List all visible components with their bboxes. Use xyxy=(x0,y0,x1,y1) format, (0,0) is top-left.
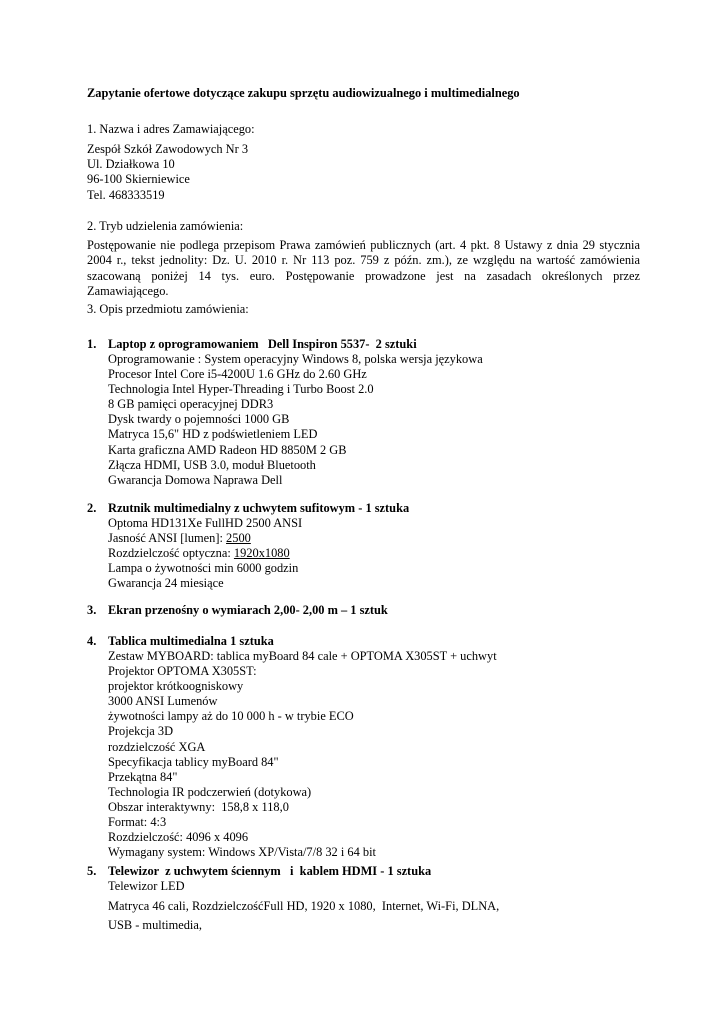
spec-line: Złącza HDMI, USB 3.0, moduł Bluetooth xyxy=(108,457,316,472)
item-number: 5. xyxy=(87,864,97,878)
item-title: Laptop z oprogramowaniem Dell Inspiron 5537- 2 sztuki xyxy=(108,337,417,351)
item-number: 3. xyxy=(87,603,97,617)
section3-heading: 3. Opis przedmiotu zamówienia: xyxy=(87,302,249,316)
item4-heading xyxy=(87,634,274,649)
spec-line-resolution xyxy=(108,546,302,561)
spec-line: Technologia IR podczerwień (dotykowa) xyxy=(108,784,312,799)
spec-line: Rozdzielczość: 4096 x 4096 xyxy=(108,830,249,845)
item-number: 2. xyxy=(87,501,97,515)
item2-details xyxy=(108,516,302,591)
brightness-value: 2500 xyxy=(226,531,251,546)
spec-line: Procesor Intel Core i5-4200U 1.6 GHz do 2.60 GHz xyxy=(108,367,367,382)
section2-paragraph: Postępowanie nie podlega przepisom Prawa zamówień publicznych (art. 4 pkt. 8 Ustawy z dnia 29 stycznia 2004 r., tekst jednolity: Dz. U. 2010 r. Nr 113 poz. 759 z późn. zm.), ze względu na wartość zamówienia szacowaną poniżej 14 tys. euro. Postępowanie prowadzone jest na zasadach określonych przez Zamawiającego. xyxy=(87,238,640,299)
spec-line: Lampa o żywotności min 6000 godzin xyxy=(108,561,299,576)
item-title: Ekran przenośny o wymiarach 2,00- 2,00 m – 1 sztuk xyxy=(108,603,388,617)
section1-heading: 1. Nazwa i adres Zamawiającego: xyxy=(87,122,255,136)
item-number: 4. xyxy=(87,634,97,648)
spec-line: Matryca 46 cali, RozdzielczośćFull HD, 1920 x 1080, Internet, Wi-Fi, DLNA, xyxy=(108,898,500,913)
spec-line: USB - multimedia, xyxy=(108,918,202,933)
item-title: Rzutnik multimedialny z uchwytem sufitowym - 1 sztuka xyxy=(108,501,410,515)
address-line: Tel. 468333519 xyxy=(87,187,165,202)
spec-line: Projektor OPTOMA X305ST: xyxy=(108,664,257,679)
spec-line: Gwarancja Domowa Naprawa Dell xyxy=(108,472,283,487)
spec-line: Karta graficzna AMD Radeon HD 8850M 2 GB xyxy=(108,442,347,457)
spec-line: Matryca 15,6" HD z podświetleniem LED xyxy=(108,427,318,442)
spec-line: projektor krótkoogniskowy xyxy=(108,679,244,694)
spec-line: Wymagany system: Windows XP/Vista/7/8 32 i 64 bit xyxy=(108,845,376,860)
item2-heading xyxy=(87,501,409,516)
spec-line: Obszar interaktywny: 158,8 x 118,0 xyxy=(108,799,289,814)
contractor-address xyxy=(87,142,248,203)
spec-line: Telewizor LED xyxy=(108,879,185,893)
spec-line: Optoma HD131Xe FullHD 2500 ANSI xyxy=(108,516,303,530)
spec-line: 3000 ANSI Lumenów xyxy=(108,694,218,709)
spec-line: rozdzielczość XGA xyxy=(108,739,206,754)
spec-line: 8 GB pamięci operacyjnej DDR3 xyxy=(108,397,274,412)
spec-line: Specyfikacja tablicy myBoard 84" xyxy=(108,754,279,769)
item5-details xyxy=(108,877,499,936)
item-number: 1. xyxy=(87,337,97,351)
address-line: 96-100 Skierniewice xyxy=(87,172,190,187)
item1-heading xyxy=(87,337,417,352)
item3-heading xyxy=(87,603,388,618)
spec-line: Przekątna 84" xyxy=(108,769,178,784)
spec-line: Oprogramowanie : System operacyjny Windows 8, polska wersja językowa xyxy=(108,352,483,366)
section2-heading: 2. Tryb udzielenia zamówienia: xyxy=(87,219,244,233)
spec-line: Projekcja 3D xyxy=(108,724,174,739)
spec-line: Zestaw MYBOARD: tablica myBoard 84 cale + OPTOMA X305ST + uchwyt xyxy=(108,649,497,663)
spec-line-brightness xyxy=(108,531,302,546)
resolution-value: 1920x1080 xyxy=(233,546,290,561)
spec-line: Gwarancja 24 miesiące xyxy=(108,576,224,591)
item1-details xyxy=(108,352,483,488)
spec-line: Dysk twardy o pojemności 1000 GB xyxy=(108,412,290,427)
item-title: Telewizor z uchwytem ściennym i kablem HDMI - 1 sztuka xyxy=(108,864,432,878)
address-line: Zespół Szkół Zawodowych Nr 3 xyxy=(87,142,249,156)
spec-line: żywotności lampy aż do 10 000 h - w trybie ECO xyxy=(108,709,354,724)
spec-line: Format: 4:3 xyxy=(108,815,167,830)
item-title: Tablica multimedialna 1 sztuka xyxy=(108,634,274,648)
item4-details xyxy=(108,649,497,860)
brightness-label: Jasność ANSI [lumen]: xyxy=(108,531,227,546)
spec-line: Technologia Intel Hyper-Threading i Turbo Boost 2.0 xyxy=(108,382,374,397)
address-line: Ul. Działkowa 10 xyxy=(87,157,175,172)
document-title: Zapytanie ofertowe dotyczące zakupu sprzętu audiowizualnego i multimedialnego xyxy=(87,86,520,100)
resolution-label: Rozdzielczość optyczna: xyxy=(108,546,234,561)
